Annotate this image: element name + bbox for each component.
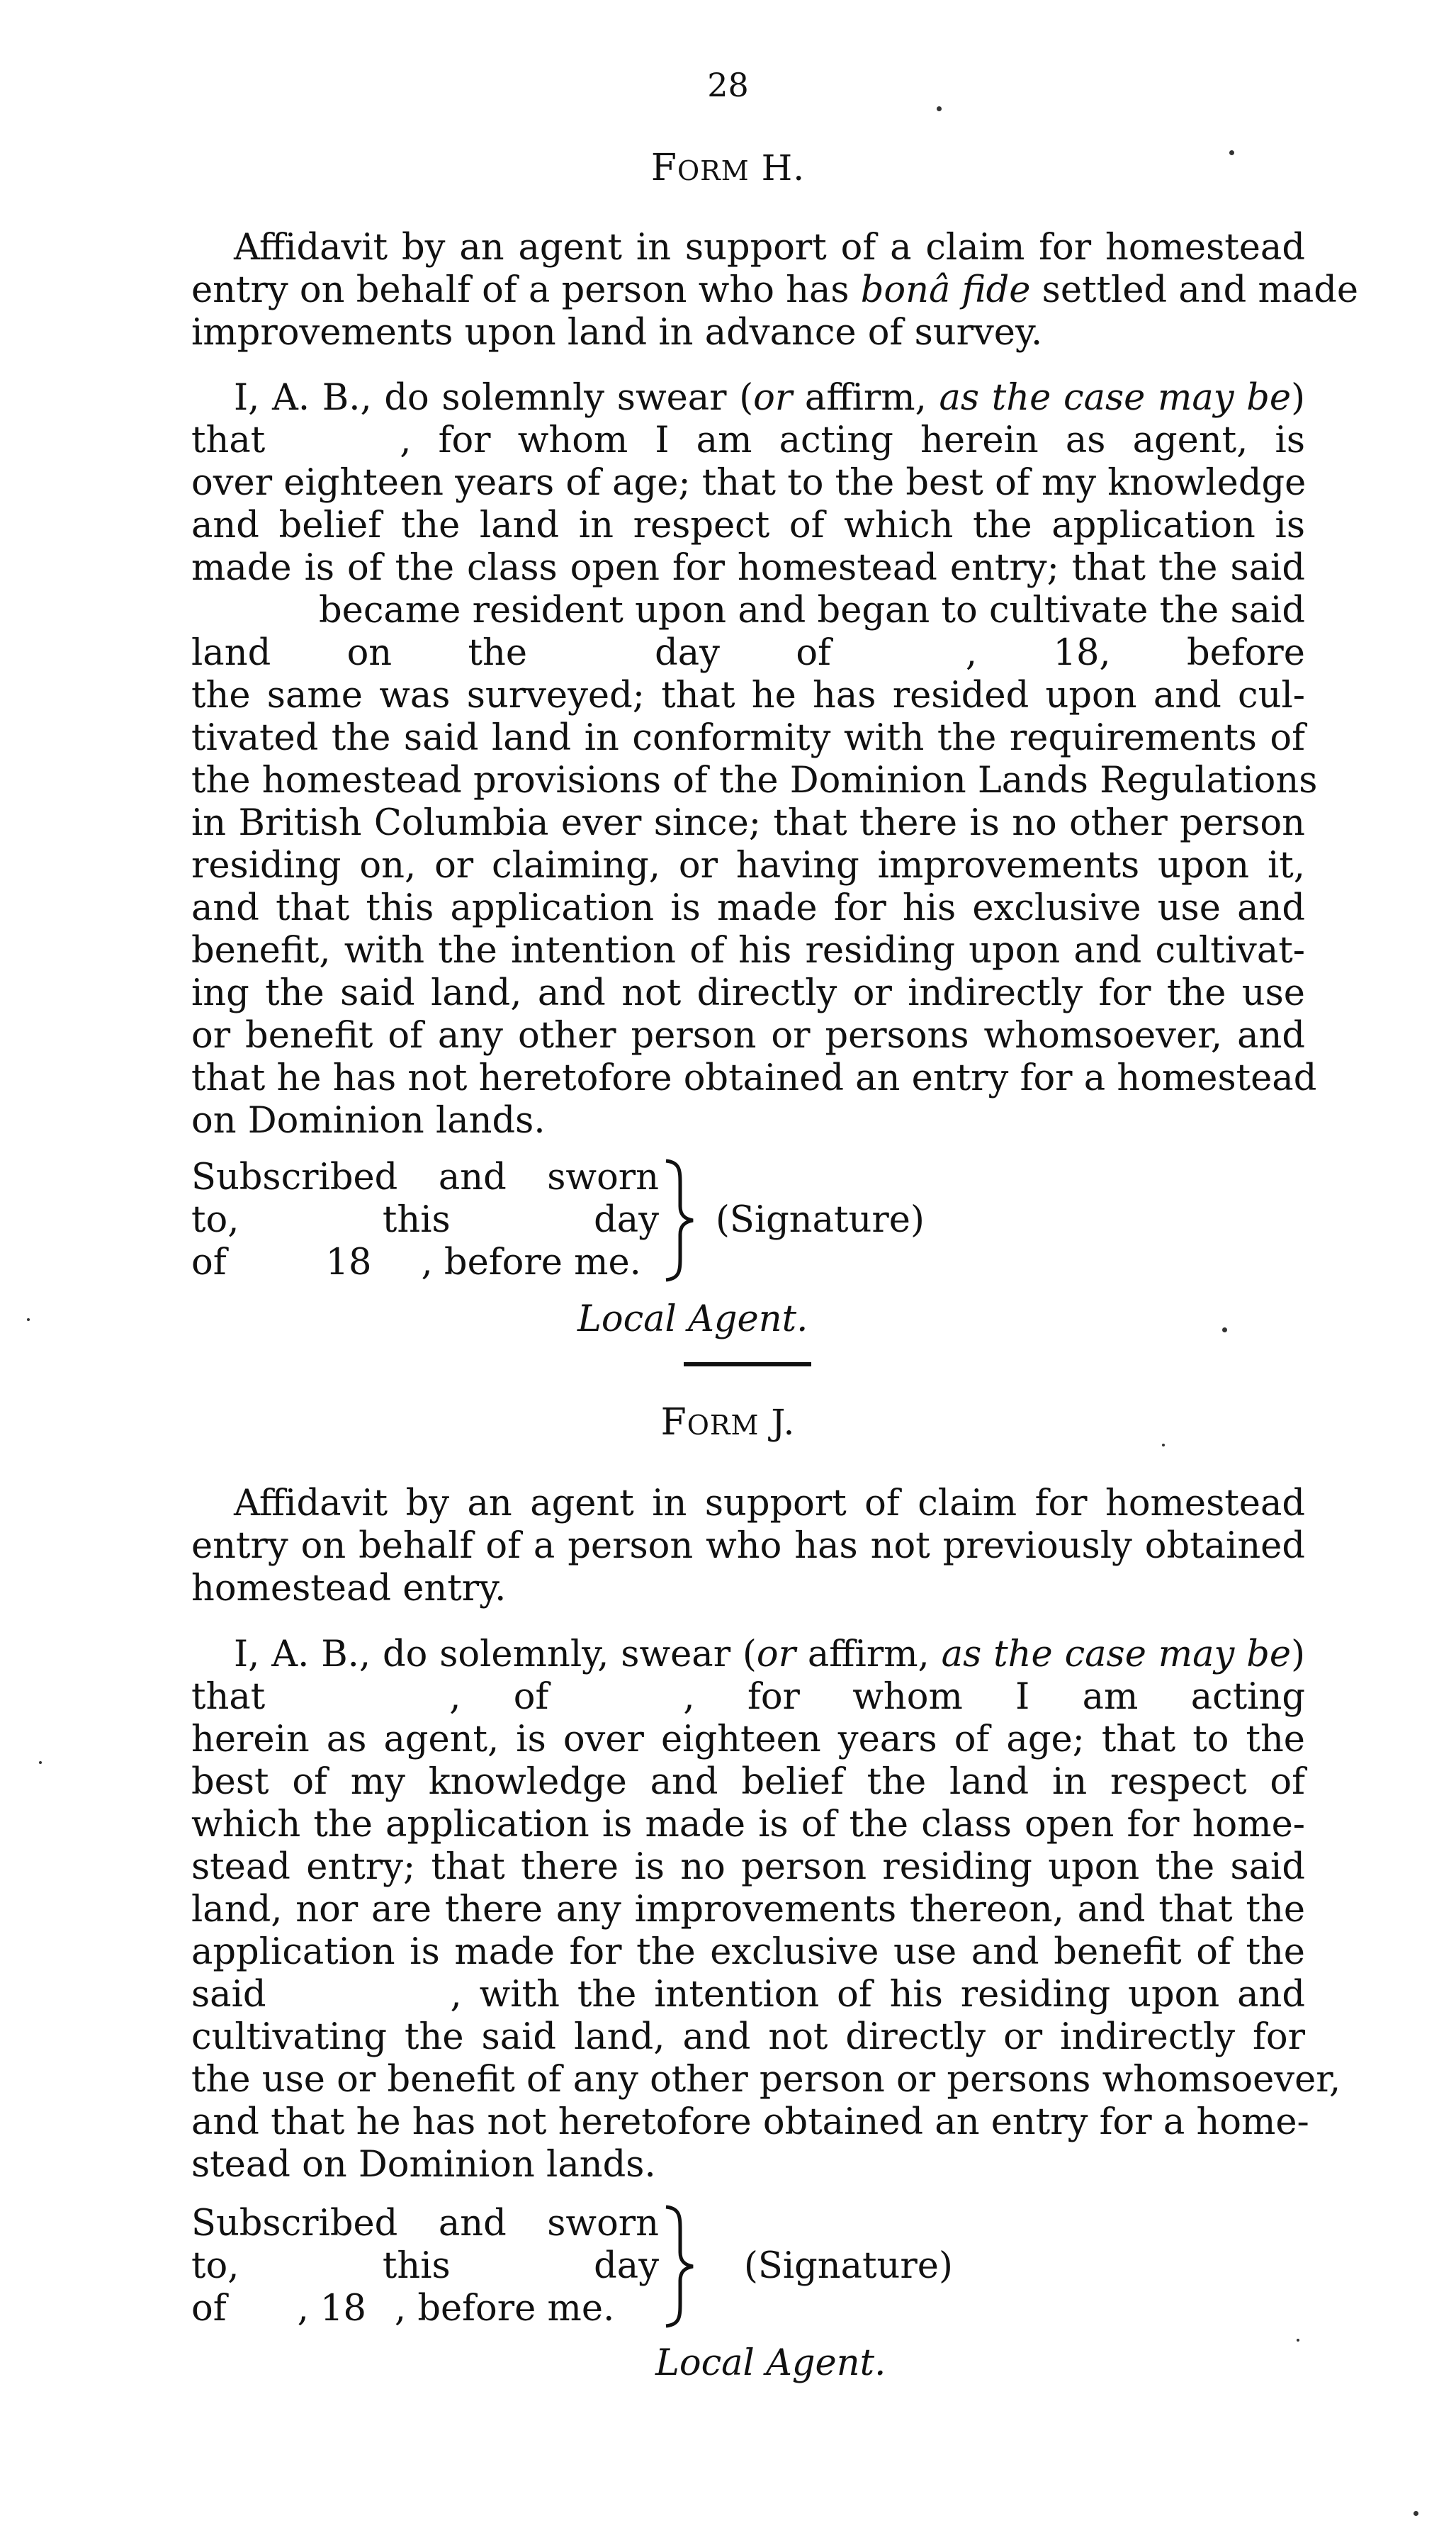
form-h-body-line: and that this application is made for his exclusive use and: [191, 887, 1305, 929]
form-j-body-line: and that he has not heretofore obtained an entry for a home-: [191, 2101, 1309, 2143]
jurat-word: 18: [325, 1242, 372, 1283]
form-j-jurat-block: [191, 2203, 1112, 2337]
form-j-heading: [0, 1401, 1456, 1446]
form-h-signature-label: (Signature): [716, 1199, 925, 1241]
form-h-body-text: I, A. B., do solemnly swear (: [234, 377, 754, 419]
jurat-word: and: [438, 1157, 507, 1198]
form-h-intro-line: [191, 269, 1359, 312]
form-h-body-line: tivated the said land in conformity with the requirements of: [191, 717, 1305, 759]
form-h-body-text: land on the: [191, 632, 528, 674]
jurat-word: , before me.: [421, 1242, 641, 1283]
form-h-jurat-text: [191, 1157, 659, 1284]
form-h-intro-text: settled and made: [1042, 269, 1359, 311]
form-h-body-line: [191, 632, 1305, 675]
form-j-body-text: said: [191, 1974, 266, 2016]
scan-speck: [1222, 1327, 1227, 1332]
jurat-line: [191, 2288, 659, 2330]
form-j-body-line: stead entry; that there is no person residing upon the said: [191, 1846, 1305, 1888]
form-h-body-italic: as the case may be: [939, 377, 1292, 419]
page-number: 28: [707, 66, 749, 104]
form-h-intro-text: entry on behalf of a person who has: [191, 269, 850, 311]
form-j-body-line: stead on Dominion lands.: [191, 2144, 656, 2186]
jurat-word: sworn: [547, 1157, 660, 1198]
jurat-word: Subscribed: [191, 1157, 398, 1198]
jurat-word: of: [191, 1242, 227, 1283]
form-j-body-text: ): [1291, 1634, 1305, 1675]
form-j-signature-label: (Signature): [744, 2245, 953, 2287]
jurat-line: [191, 1157, 659, 1199]
form-h-body-line: that he has not heretofore obtained an entry for a homestead: [191, 1057, 1317, 1099]
form-h-body-text: affirm,: [792, 377, 939, 419]
form-j-body-line: [191, 1676, 1305, 1719]
form-h-body-line: or benefit of any other person or persons whomsoever, and: [191, 1015, 1305, 1057]
form-h-body-line: in British Columbia ever since; that there is no other person: [191, 802, 1305, 844]
jurat-word: sworn: [547, 2203, 660, 2244]
curly-brace-icon: [659, 2203, 701, 2330]
form-j-body-text: , of: [449, 1676, 549, 1718]
form-j-body-line: [191, 1974, 1305, 2016]
form-j-body-line: application is made for the exclusive use and benefit of the: [191, 1931, 1305, 1973]
scan-speck: [1162, 1444, 1165, 1446]
form-h-local-agent: Local Agent.: [577, 1298, 808, 1340]
jurat-word: of: [191, 2288, 227, 2330]
scan-speck: [39, 1761, 42, 1764]
form-h-intro-latin: bonâ fide: [860, 269, 1031, 311]
form-j-jurat-text: [191, 2203, 659, 2330]
form-j-heading-rest: ORM: [687, 1410, 760, 1441]
form-h-jurat-block: [191, 1157, 1112, 1291]
form-h-body-text: ): [1291, 377, 1306, 419]
scan-speck: [1297, 2339, 1299, 2342]
form-h-body-line: made is of the class open for homestead entry; that the said: [191, 547, 1305, 589]
form-j-body-text: affirm,: [795, 1634, 942, 1675]
form-j-body-line: cultivating the said land, and not directly or indirectly for: [191, 2016, 1305, 2058]
jurat-word: to, this: [191, 2245, 451, 2287]
section-divider: [684, 1362, 811, 1366]
jurat-word: day: [594, 1199, 660, 1241]
form-j-body-italic: or: [756, 1634, 796, 1675]
jurat-line: [191, 1199, 659, 1242]
form-h-body-line: became resident upon and began to cultivate the said: [319, 590, 1305, 631]
form-h-body-line: ing the said land, and not directly or indirectly for the use: [191, 972, 1305, 1014]
scan-speck: [1229, 150, 1234, 155]
form-h-body-line: [234, 377, 1305, 420]
jurat-line: [191, 1242, 659, 1284]
form-j-body-text: , for whom I am acting: [683, 1676, 1305, 1718]
jurat-word: and: [438, 2203, 507, 2244]
form-h-body-line: on Dominion lands.: [191, 1100, 546, 1142]
form-j-body-line: best of my knowledge and belief the land in respect of: [191, 1761, 1305, 1803]
form-j-body-text: I, A. B., do solemnly, swear (: [234, 1634, 757, 1675]
curly-brace-icon: [659, 1157, 701, 1284]
form-j-body-line: which the application is made is of the class open for home-: [191, 1804, 1305, 1845]
form-j-intro-line: Affidavit by an agent in support of claim for homestead: [234, 1483, 1305, 1524]
scan-speck: [27, 1318, 30, 1321]
jurat-line: [191, 2203, 659, 2245]
form-h-body-italic: or: [753, 377, 793, 419]
form-j-body-text: that: [191, 1676, 266, 1718]
form-j-intro-line: entry on behalf of a person who has not previously obtained: [191, 1525, 1305, 1567]
form-j-body-line: the use or benefit of any other person or persons whomsoever,: [191, 2059, 1341, 2101]
form-j-body-line: herein as agent, is over eighteen years of age; that to the: [191, 1719, 1305, 1760]
jurat-word: , 18: [297, 2288, 366, 2330]
jurat-word: Subscribed: [191, 2203, 398, 2244]
form-h-body-line: [191, 420, 1305, 462]
form-h-heading-letter: H.: [761, 147, 806, 189]
form-j-intro-line: homestead entry.: [191, 1568, 507, 1609]
form-h-body-text: that: [191, 420, 266, 461]
form-h-body-line: the same was surveyed; that he has resided upon and cul-: [191, 675, 1305, 717]
form-h-body-text: day of: [655, 632, 831, 674]
form-h-body-text: , before: [1099, 632, 1305, 674]
form-h-body-text: , 18: [965, 632, 1100, 674]
form-h-heading-rest: ORM: [677, 155, 750, 186]
form-j-body-text: , with the intention of his residing upon and: [450, 1974, 1305, 2016]
form-h-body-line: and belief the land in respect of which the application is: [191, 505, 1305, 546]
form-h-body-line: residing on, or claiming, or having improvements upon it,: [191, 845, 1305, 887]
form-h-body-line: the homestead provisions of the Dominion Lands Regulations: [191, 760, 1318, 802]
jurat-line: [191, 2245, 659, 2288]
form-j-heading-initial: F: [660, 1401, 687, 1444]
form-j-body-line: land, nor are there any improvements thereon, and that the: [191, 1889, 1305, 1931]
form-h-intro-line: Affidavit by an agent in support of a claim for homestead: [234, 227, 1305, 269]
form-j-body-line: [234, 1634, 1305, 1676]
scan-speck: [937, 106, 942, 111]
form-h-body-line: over eighteen years of age; that to the best of my knowledge: [191, 462, 1307, 504]
form-j-local-agent: Local Agent.: [655, 2342, 886, 2384]
jurat-word: to, this: [191, 1199, 451, 1241]
form-h-heading: [0, 147, 1456, 192]
form-h-intro-line: improvements upon land in advance of survey.: [191, 312, 1043, 354]
form-h-heading-initial: F: [650, 147, 677, 189]
form-h-body-text: , for whom I am acting herein as agent, is: [400, 420, 1305, 461]
form-j-body-italic: as the case may be: [941, 1634, 1292, 1675]
jurat-word: , before me.: [394, 2288, 615, 2330]
scan-speck: [1413, 2511, 1418, 2516]
form-j-heading-letter: J.: [771, 1402, 796, 1443]
jurat-word: day: [594, 2245, 660, 2287]
form-h-body-line: benefit, with the intention of his residing upon and cultivat-: [191, 930, 1305, 972]
